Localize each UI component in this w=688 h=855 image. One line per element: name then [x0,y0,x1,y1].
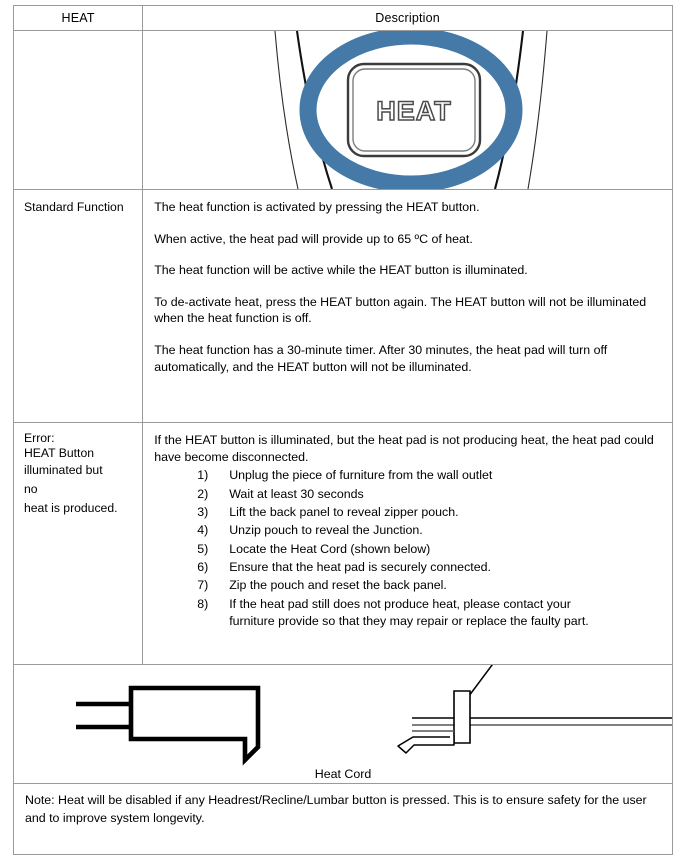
standard-function-para-5: The heat function has a 30-minute timer. After 30 minutes, the heat pad will turn off automatically, and the HEAT button will not be illuminated. [154,343,608,374]
error-label-line-4: no [24,481,38,496]
heat-cord-diagrams [14,665,672,783]
step-text: Ensure that the heat pad is securely connected. [229,560,491,575]
error-row [14,423,673,665]
troubleshooting-steps-list [154,467,660,630]
list-item [154,522,660,539]
step-number: 7) [197,578,209,593]
error-label [14,423,143,665]
list-item [154,504,660,521]
step-text: Zip the pouch and reset the back panel. [229,578,447,593]
standard-function-para-3: The heat function will be active while the HEAT button is illuminated. [154,263,528,278]
heat-button-illustration [143,31,672,189]
step-text: Unzip pouch to reveal the Junction. [229,523,423,538]
list-item [154,467,660,484]
error-label-line-2: HEAT Button [24,445,94,460]
standard-function-description [143,190,673,423]
heat-cord-diagram-cell [14,665,673,784]
step-text: Wait at least 30 seconds [229,486,364,501]
list-item [154,559,660,576]
header-cell-heat: HEAT [14,6,143,31]
step-number: 2) [197,486,209,501]
standard-function-para-1: The heat function is activated by pressing the HEAT button. [154,200,480,214]
step-text: Unplug the piece of furniture from the wall outlet [229,468,493,483]
standard-function-label-text: Standard Function [24,200,124,214]
standard-function-row [14,190,673,423]
step-number: 8) [197,596,209,611]
step-number: 1) [197,468,209,483]
list-item [154,596,660,631]
step-text-continuation: furniture provide so that they may repair or replace the faulty part. [229,614,589,629]
error-label-line-3: illuminated but [24,462,103,477]
step-number: 5) [197,541,209,556]
step-number: 6) [197,560,209,575]
heat-feature-table [13,5,673,855]
error-label-line-5: heat is produced. [24,500,118,515]
svg-text:HEAT: HEAT [376,96,452,126]
safety-note-text: Note: Heat will be disabled if any Headrest/Recline/Lumbar button is pressed. This is to ensure safety for the user and to improve system longevity. [25,793,647,825]
image-row-empty-cell [14,31,143,190]
error-lead-text: If the HEAT button is illuminated, but the heat pad is not producing heat, the heat pad could have become disconnected. [154,433,654,464]
header-cell-description: Description [143,6,673,31]
list-item [154,577,660,594]
standard-function-para-2: When active, the heat pad will provide up to 65 ºC of heat. [154,231,473,246]
step-text: Lift the back panel to reveal zipper pouch. [229,504,459,519]
step-number: 4) [197,523,209,538]
heat-cord-caption: Heat Cord [314,767,372,781]
standard-function-para-4: To de-activate heat, press the HEAT button again. The HEAT button will not be illuminated when the heat function is off. [154,294,647,326]
heat-button-svg [143,31,672,189]
step-text: If the heat pad still does not produce heat, please contact your [229,596,571,611]
list-item [154,486,660,503]
heat-cord-svg [14,665,672,783]
error-description [143,423,673,665]
error-label-line-1: Error: [24,431,55,445]
cord-diagram-row [14,665,673,784]
standard-function-label [14,190,143,423]
step-number: 3) [197,504,209,519]
step-text: Locate the Heat Cord (shown below) [229,541,431,556]
list-item [154,541,660,558]
heat-button-photo-cell [143,31,673,190]
table-header-row [14,6,673,31]
note-row [14,784,673,855]
button-image-row [14,31,673,190]
safety-note-cell [14,784,673,855]
